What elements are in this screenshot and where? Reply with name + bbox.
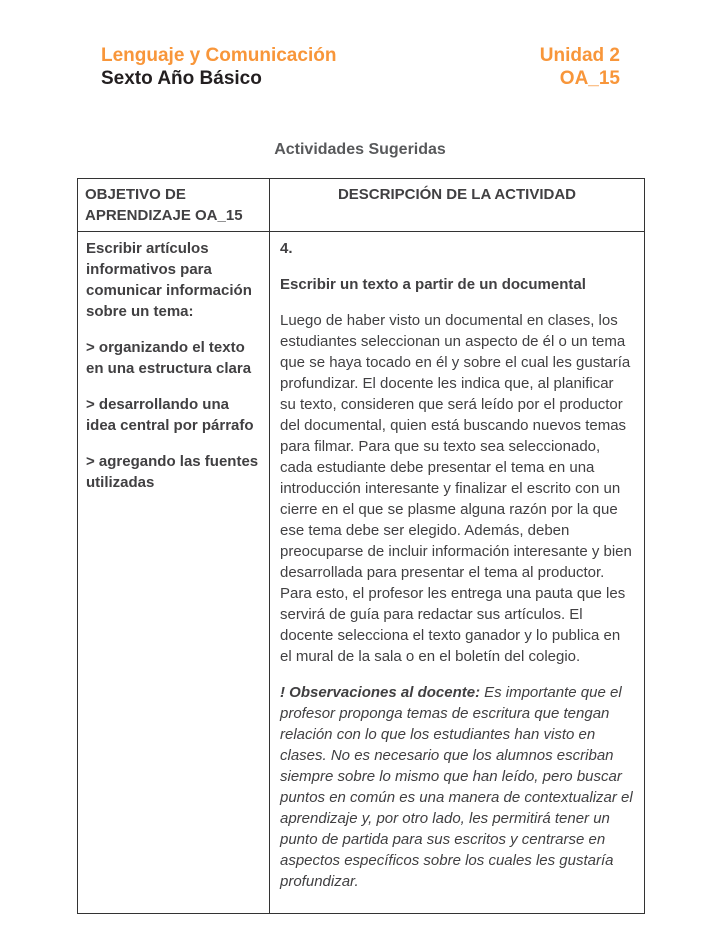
activity-cell: [270, 232, 645, 914]
teacher-note-label: ! Observaciones al docente:: [280, 684, 481, 701]
teacher-note-text: Es importante que el profesor proponga temas de escritura que tengan relación con lo que los estudiantes han visto en clases. No es necesario que los alumnos escriban siempre sobre lo mismo que han leído, pero buscar puntos en común es una manera de contextualizar el aprendizaje y, por otro lado, les permitirá tener un punto de partida para sus escritos y centrarse en aspectos específicos sobre los cuales les gustaría profundizar.: [280, 684, 633, 890]
unit-label: Unidad 2: [539, 45, 620, 66]
page-header: [0, 0, 720, 90]
col-header-objective: OBJETIVO DE APRENDIZAJE OA_15: [78, 179, 270, 232]
objective-block: [86, 238, 261, 493]
oa-label: OA_15: [559, 68, 620, 89]
activity-number: 4.: [280, 240, 293, 257]
objective-bullet: > desarrollando una idea central por párrafo: [86, 396, 254, 434]
col-header-description: DESCRIPCIÓN DE LA ACTIVIDAD: [270, 179, 645, 232]
objective-bullet: > organizando el texto en una estructura clara: [86, 339, 252, 377]
header-right: [540, 44, 620, 90]
teacher-note: [280, 682, 633, 892]
header-left: [101, 44, 336, 90]
activity-body: Luego de haber visto un documental en clases, los estudiantes seleccionan un aspecto de él o un tema que se haya tocado en él y sobre el cual les gustaría profundizar. El docente les indica que, al planificar su texto, consideren que será leído por el productor del documental, quien está buscando nuevos temas para filmar. Para que su texto sea seleccionado, cada estudiante debe presentar el tema en una introducción interesante y finalizar el escrito con un cierre en el que se plasme alguna razón por la que ese tema debe ser elegido. Además, deben preocuparse de incluir información interesante y bien desarrollada para presentar el tema al productor. Para esto, el profesor les entrega una pauta que les servirá de guía para redactar sus artículos. El docente selecciona el texto ganador y lo publica en el mural de la sala o en el boletín del colegio.: [280, 312, 632, 665]
grade-subtitle: Sexto Año Básico: [101, 68, 262, 89]
table-header-row: [78, 179, 645, 232]
objective-intro: Escribir artículos informativos para comunicar información sobre un tema:: [86, 240, 252, 320]
activity-block: [280, 238, 633, 892]
objective-cell: [78, 232, 270, 914]
subject-title: Lenguaje y Comunicación: [101, 45, 337, 66]
table-body-row: [78, 232, 645, 914]
activities-table: [77, 178, 645, 914]
page-title: Actividades Sugeridas: [274, 141, 446, 158]
objective-bullet: > agregando las fuentes utilizadas: [86, 453, 259, 491]
activity-heading: Escribir un texto a partir de un documental: [280, 276, 586, 293]
